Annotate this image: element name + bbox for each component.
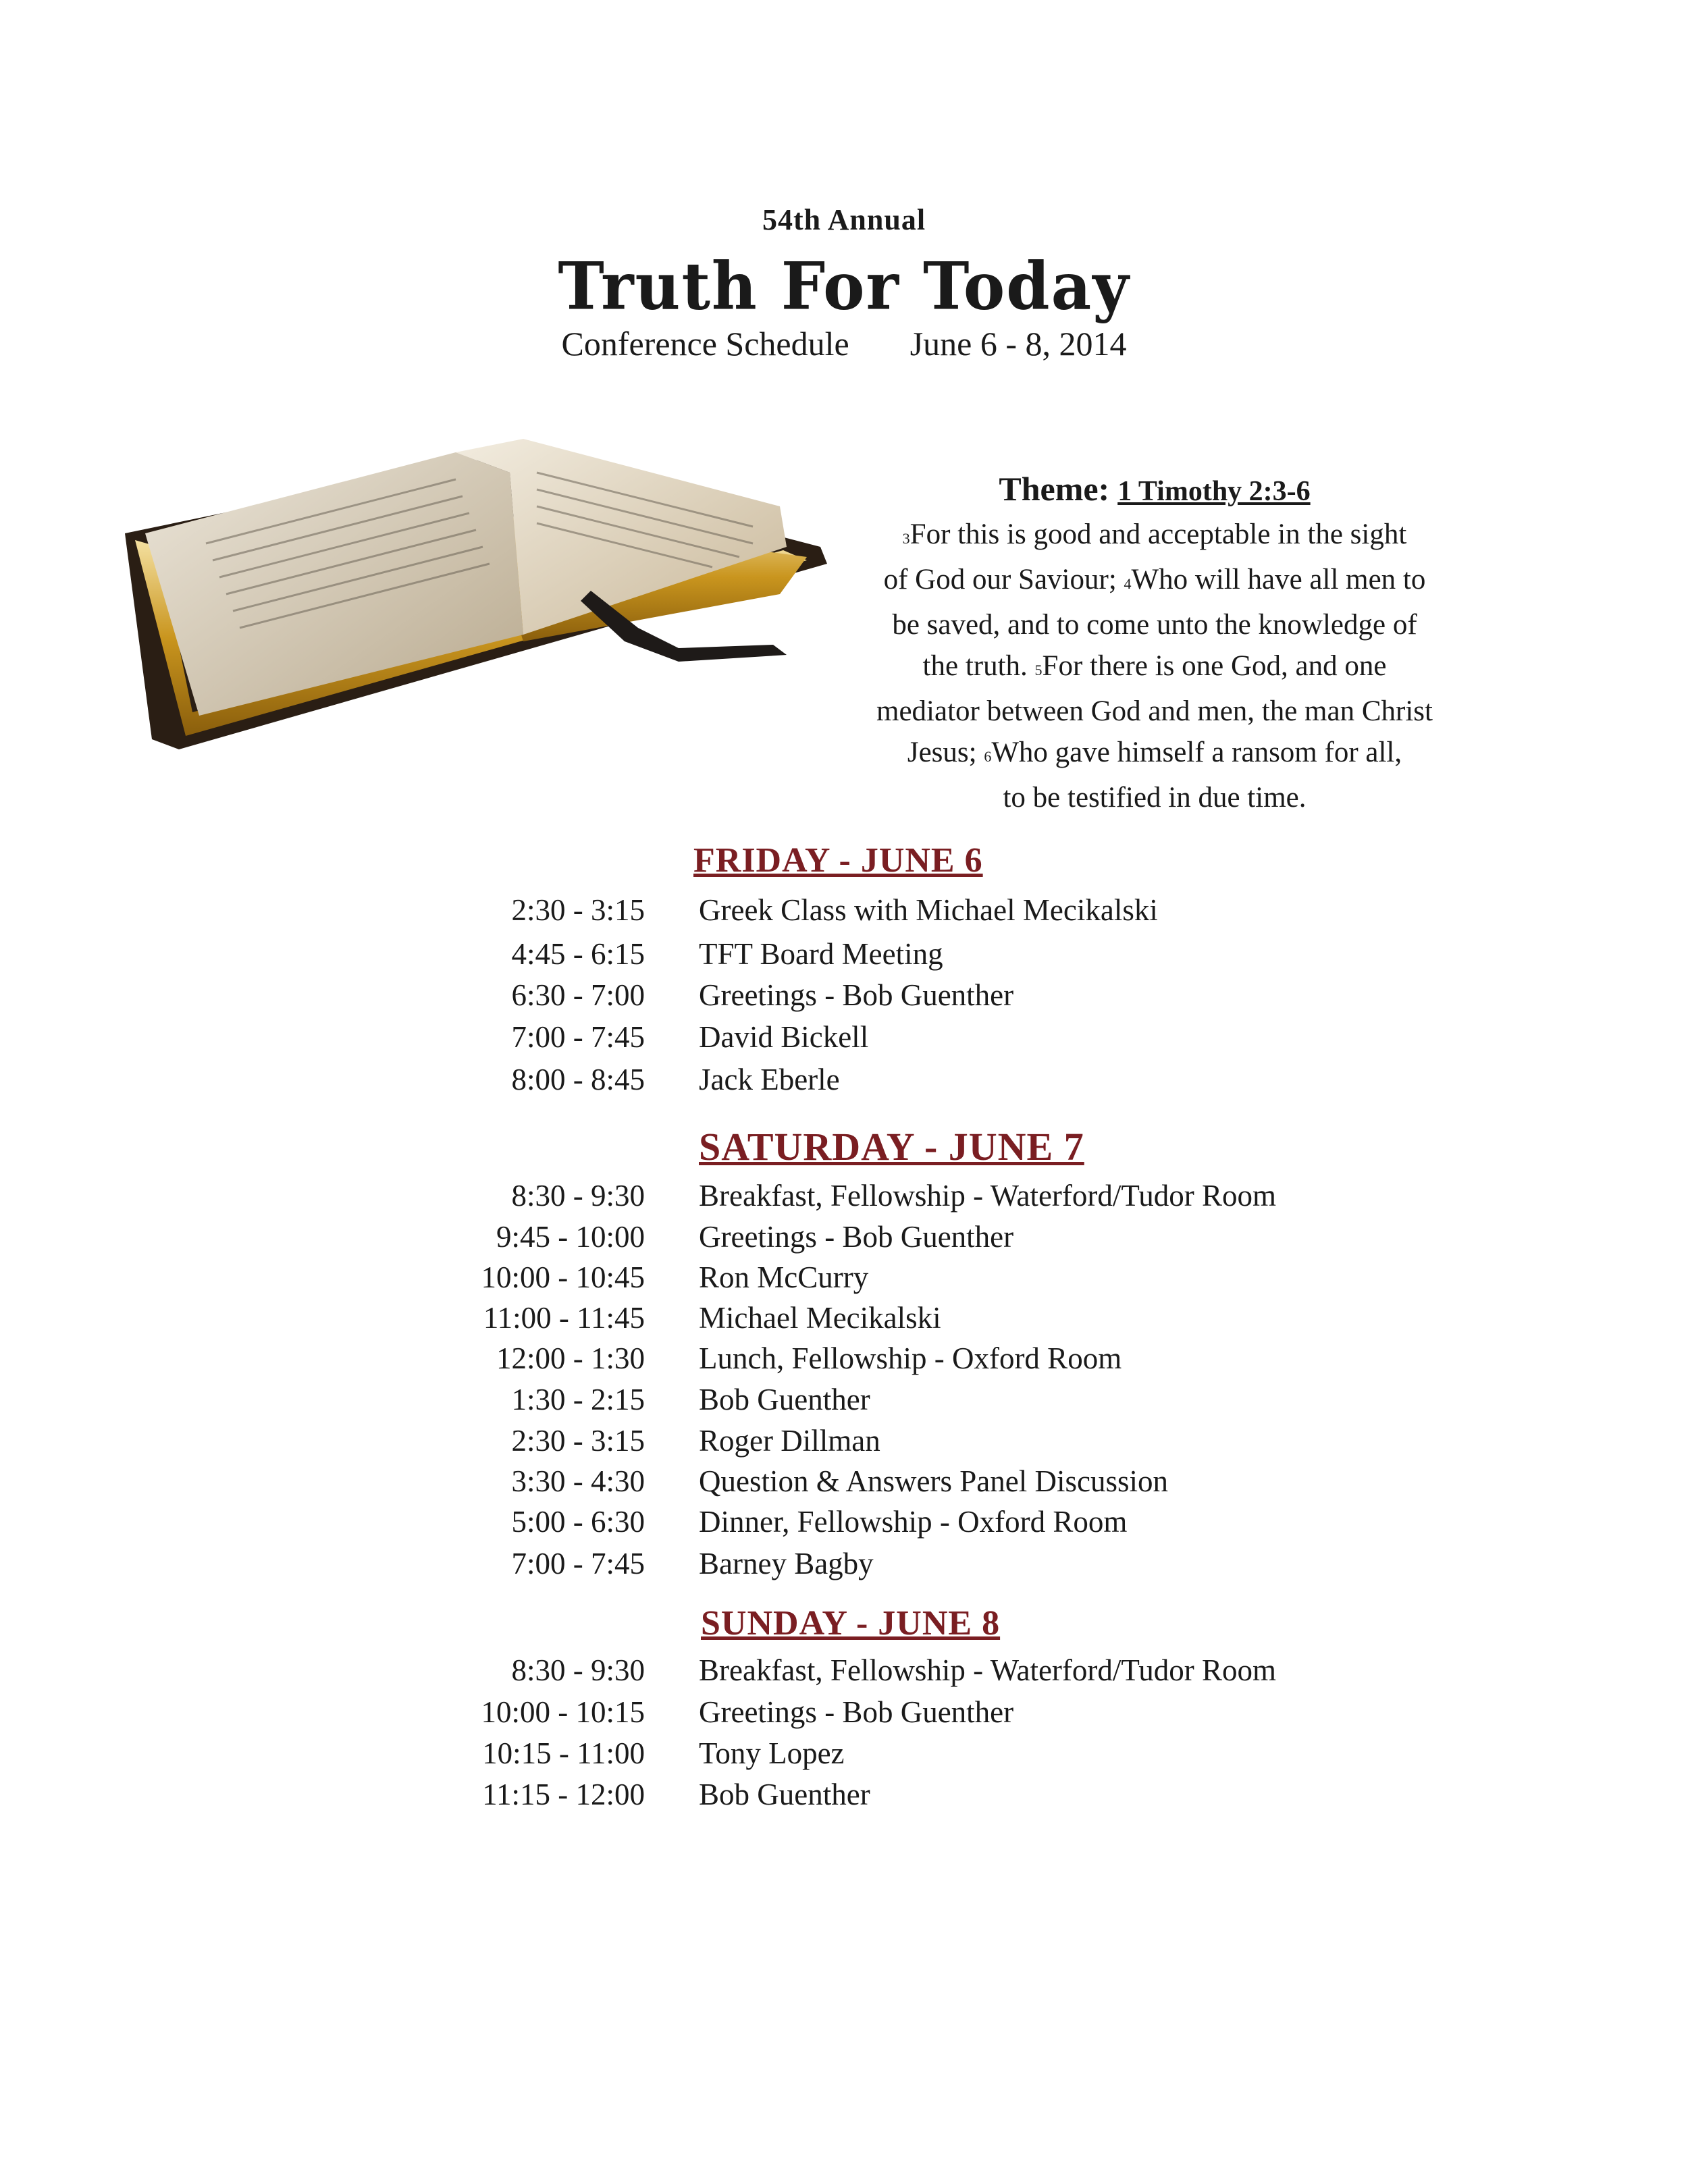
event-name: Greetings - Bob Guenther	[699, 1695, 1014, 1729]
event-name: Barney Bagby	[699, 1547, 874, 1580]
time-slot: 8:30 - 9:30	[511, 1653, 645, 1687]
time-slot: 10:00 - 10:45	[481, 1260, 645, 1294]
schedule-row	[0, 1062, 1688, 1102]
time-slot: 3:30 - 4:30	[511, 1464, 645, 1498]
schedule-row	[0, 1260, 1688, 1300]
verse-line: be saved, and to come unto the knowledge of	[892, 609, 1417, 641]
schedule-row	[0, 1178, 1688, 1219]
time-slot: 11:15 - 12:00	[482, 1778, 645, 1811]
time-slot: 6:30 - 7:00	[511, 978, 645, 1012]
schedule-row	[0, 1423, 1688, 1464]
verse-line: the truth.	[922, 650, 1035, 682]
open-bible-image	[105, 432, 834, 749]
day-heading-sunday: SUNDAY - JUNE 8	[701, 1604, 1001, 1643]
verse-number: 5	[1034, 662, 1043, 678]
event-name: Greetings - Bob Guenther	[699, 1220, 1014, 1254]
conference-dates: June 6 - 8, 2014	[909, 325, 1127, 363]
time-slot: 5:00 - 6:30	[511, 1505, 645, 1539]
event-name: Breakfast, Fellowship - Waterford/Tudor Room	[699, 1653, 1277, 1687]
event-name: Breakfast, Fellowship - Waterford/Tudor Room	[699, 1179, 1277, 1213]
schedule-row	[0, 893, 1688, 933]
event-name: Lunch, Fellowship - Oxford Room	[699, 1341, 1122, 1375]
event-name: Michael Mecikalski	[699, 1301, 941, 1335]
event-name: Ron McCurry	[699, 1260, 869, 1294]
verse-line: to be testified in due time.	[1003, 782, 1307, 814]
bible-pages	[145, 439, 787, 716]
subtitle	[0, 324, 1688, 363]
time-slot: 12:00 - 1:30	[496, 1341, 645, 1375]
verse-line: mediator between God and men, the man Christ	[876, 695, 1433, 727]
event-name: Tony Lopez	[699, 1736, 845, 1770]
schedule-row	[0, 1777, 1688, 1817]
time-slot: 11:00 - 11:45	[483, 1301, 645, 1335]
schedule-row	[0, 1382, 1688, 1422]
time-slot: 7:00 - 7:45	[511, 1020, 645, 1054]
schedule-row	[0, 1695, 1688, 1735]
time-slot: 10:15 - 11:00	[482, 1736, 645, 1770]
event-name: Bob Guenther	[699, 1778, 870, 1811]
schedule-row	[0, 936, 1688, 977]
theme-block	[830, 469, 1479, 818]
event-name: TFT Board Meeting	[699, 937, 943, 971]
time-slot: 9:45 - 10:00	[496, 1220, 645, 1254]
time-slot: 10:00 - 10:15	[481, 1695, 645, 1729]
time-slot: 1:30 - 2:15	[511, 1383, 645, 1416]
verse-number: 3	[902, 530, 910, 547]
verse-line: Who will have all men to	[1131, 564, 1426, 595]
event-name: Dinner, Fellowship - Oxford Room	[699, 1505, 1128, 1539]
schedule-row	[0, 1019, 1688, 1060]
schedule-row	[0, 1464, 1688, 1504]
page-title: Truth For Today	[558, 248, 1130, 325]
schedule-row	[0, 978, 1688, 1018]
verse-line: of God our Saviour;	[883, 564, 1124, 595]
time-slot: 8:30 - 9:30	[511, 1179, 645, 1213]
verse-text	[830, 514, 1479, 818]
time-slot: 8:00 - 8:45	[511, 1063, 645, 1096]
verse-line: Who gave himself a ransom for all,	[991, 737, 1402, 768]
event-name: Question & Answers Panel Discussion	[699, 1464, 1168, 1498]
event-name: Bob Guenther	[699, 1383, 870, 1416]
time-slot: 2:30 - 3:15	[511, 1424, 645, 1458]
event-name: Greetings - Bob Guenther	[699, 978, 1014, 1012]
annual-label: 54th Annual	[762, 203, 926, 236]
day-heading-saturday: SATURDAY - JUNE 7	[699, 1125, 1084, 1169]
verse-line: Jesus;	[907, 737, 984, 768]
schedule-row	[0, 1300, 1688, 1341]
schedule-row	[0, 1653, 1688, 1693]
schedule-row	[0, 1504, 1688, 1545]
time-slot: 2:30 - 3:15	[511, 893, 645, 927]
theme-heading	[830, 469, 1479, 508]
schedule-row	[0, 1341, 1688, 1381]
event-name: Roger Dillman	[699, 1424, 880, 1458]
theme-label: Theme:	[999, 470, 1110, 508]
verse-number: 6	[984, 748, 992, 765]
verse-line: For there is one God, and one	[1042, 650, 1387, 682]
event-name: Jack Eberle	[699, 1063, 840, 1096]
schedule-row	[0, 1546, 1688, 1587]
schedule-row	[0, 1219, 1688, 1260]
day-heading-friday: FRIDAY - JUNE 6	[693, 841, 983, 880]
schedule-row	[0, 1736, 1688, 1776]
event-name: Greek Class with Michael Mecikalski	[699, 893, 1158, 927]
event-name: David Bickell	[699, 1020, 869, 1054]
verse-line: For this is good and acceptable in the sight	[909, 518, 1407, 550]
subtitle-label: Conference Schedule	[561, 325, 849, 363]
time-slot: 7:00 - 7:45	[511, 1547, 645, 1580]
theme-reference: 1 Timothy 2:3-6	[1117, 476, 1311, 507]
time-slot: 4:45 - 6:15	[511, 937, 645, 971]
verse-number: 4	[1124, 575, 1132, 592]
